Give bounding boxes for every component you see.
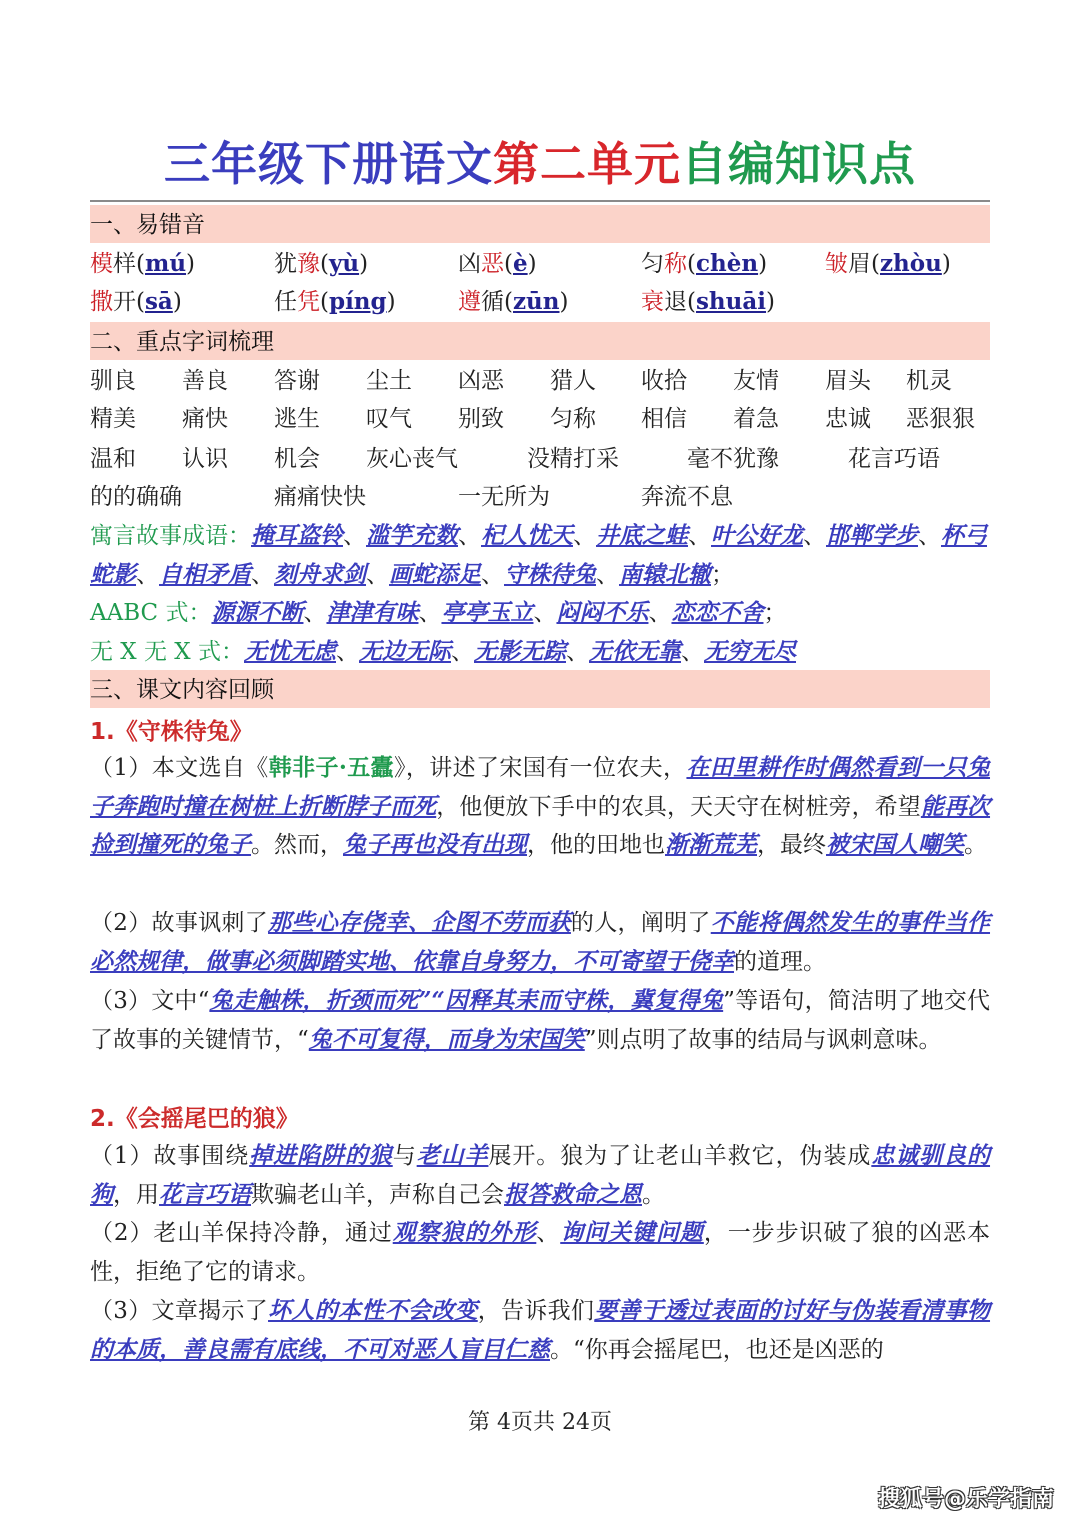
idiom-list: 寓言故事成语：掩耳盗铃、滥竽充数、杞人忧天、井底之蛙、叶公好龙、邯郸学步、杯弓蛇影、自相矛盾、刻舟求剑、画蛇添足、守株待兔、南辕北辙； AABC 式：源源不断、津津有味、亭亭玉立、闷闷不乐、恋恋不舍； 无 X 无 X 式：无忧无虑、无边无际、无影无踪、无依无靠、无穷无尽 bbox=[90, 522, 987, 665]
lesson1-paragraph-2: （2）故事讽刺了那些心存侥幸、企图不劳而获的人，阐明了不能将偶然发生的事件当作必然规律，做事必须脚踏实地、依靠自身努力，不可寄望于侥幸的道理。 bbox=[90, 909, 991, 975]
watermark: 搜狐号@乐学指南 bbox=[877, 1487, 1054, 1512]
pinyin-row-2 bbox=[90, 283, 990, 321]
vocab-row-4: 的的确确 痛痛快快 一无所为 奔流不息 bbox=[90, 484, 733, 510]
pinyin-item: 遵循(zūn) bbox=[458, 288, 569, 315]
pinyin-row-1 bbox=[90, 245, 990, 283]
section-heading-1: 一、易错音 bbox=[90, 205, 990, 243]
pinyin-item: 皱眉(zhòu) bbox=[825, 250, 951, 277]
pinyin-item: 撒开(sā) bbox=[90, 288, 182, 315]
vocab-row-2: 精美 痛快 逃生 叹气 别致 匀称 相信 着急 忠诚 恶狠狠 bbox=[90, 406, 975, 432]
page-number: 第 4页共 24页 bbox=[468, 1410, 612, 1435]
pinyin-item: 凶恶(è) bbox=[458, 250, 537, 277]
lesson-title-1: 1.《守株待兔》 bbox=[90, 719, 253, 745]
pinyin-item: 模样(mú) bbox=[90, 250, 196, 277]
lesson2-paragraph-1: （1）故事围绕掉进陷阱的狼与老山羊展开。狼为了让老山羊救它，伪装成忠诚驯良的狗，用花言巧语欺骗老山羊，声称自己会报答救命之恩。 bbox=[90, 1142, 991, 1208]
vocab-row-3: 温和 认识 机会 灰心丧气 没精打采 毫不犹豫 花言巧语 bbox=[90, 446, 940, 472]
section-heading-3: 三、课文内容回顾 bbox=[90, 670, 990, 708]
pinyin-item: 任凭(píng) bbox=[274, 288, 396, 315]
lesson-title-2: 2.《会摇尾巴的狼》 bbox=[90, 1106, 299, 1132]
lesson1-paragraph-1: （1）本文选自《韩非子·五蠹》，讲述了宋国有一位农夫，在田里耕作时偶然看到一只兔子奔跑时撞在树桩上折断脖子而死，他便放下手中的农具，天天守在树桩旁，希望能再次捡到撞死的兔子。然而，兔子再也没有出现，他的田地也渐渐荒芜，最终被宋国人嘲笑。 bbox=[90, 754, 991, 859]
lesson2-paragraph-3: （3）文章揭示了坏人的本性不会改变，告诉我们要善于透过表面的讨好与伪装看清事物的本质，善良需有底线，不可对恶人盲目仁慈。“你再会摇尾巴，也还是凶恶的 bbox=[90, 1297, 991, 1363]
pinyin-item: 匀称(chèn) bbox=[641, 250, 768, 277]
page-title: 三年级下册语文第二单元自编知识点 bbox=[164, 137, 916, 191]
lesson2-paragraph-2: （2）老山羊保持冷静，通过观察狼的外形、询问关键问题，一步步识破了狼的凶恶本性，拒绝了它的请求。 bbox=[90, 1219, 991, 1285]
vocab-row-1: 驯良 善良 答谢 尘土 凶恶 猎人 收拾 友情 眉头 机灵 bbox=[90, 368, 952, 394]
pinyin-item: 衰退(shuāi) bbox=[641, 288, 776, 315]
lesson1-paragraph-3: （3）文中“兔走触株，折颈而死”“因释其耒而守株，冀复得兔”等语句，简洁明了地交代了故事的关键情节，“兔不可复得，而身为宋国笑”则点明了故事的结局与讽刺意味。 bbox=[90, 987, 990, 1053]
section-heading-2: 二、重点字词梳理 bbox=[90, 322, 990, 360]
title-divider bbox=[90, 200, 990, 202]
pinyin-item: 犹豫(yù) bbox=[274, 250, 369, 277]
